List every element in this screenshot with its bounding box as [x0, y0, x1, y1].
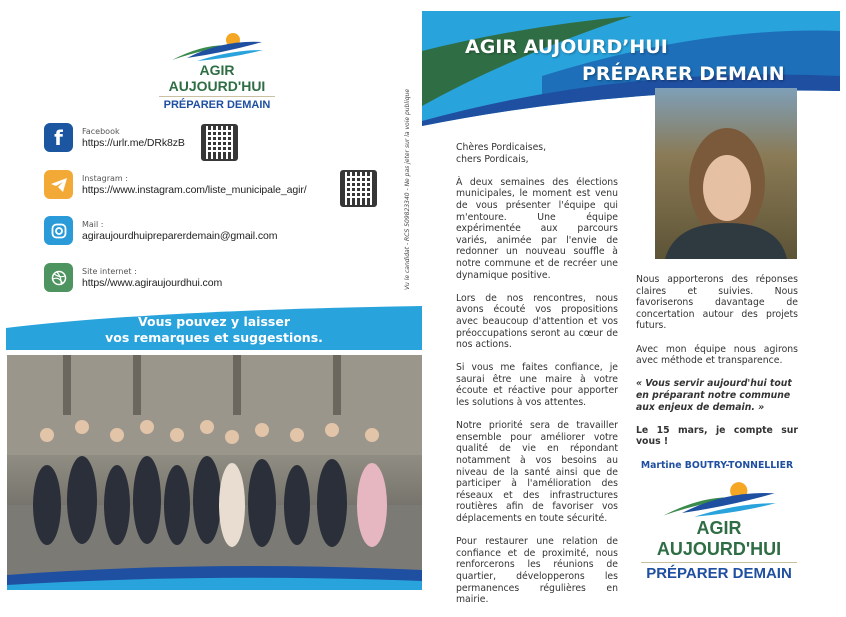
letter-quote: « Vous servir aujourd'hui tout en préparant notre commune aux enjeux de demain. »	[636, 378, 792, 413]
contact-instagram	[44, 170, 307, 199]
telegram-icon	[44, 170, 73, 199]
contact-label: Site internet :	[82, 266, 137, 276]
letter-column-2	[636, 274, 798, 471]
greeting-1: Chères Pordicaises,	[456, 142, 547, 153]
logo-line2: PRÉPARER DEMAIN	[646, 565, 792, 582]
logo-divider	[159, 96, 275, 97]
legal-mention: Vu le candidat - RCS 509823340 - Ne pas jeter sur la voie publique	[404, 88, 411, 290]
dribbble-icon	[44, 263, 73, 292]
contact-value[interactable]: https://urlr.me/DRk8zB	[82, 136, 185, 149]
suggestions-line2: vos remarques et suggestions.	[105, 330, 323, 345]
letter-paragraph: Si vous me faites confiance, je saurai être une maire à votre écoute et réactive pour apporter les solutions à vos attentes.	[456, 362, 618, 409]
contact-value[interactable]: https//www.agiraujourdhui.com	[82, 276, 223, 289]
letter-paragraph: Avec mon équipe nous agirons avec méthode et transparence.	[636, 343, 798, 367]
letter-column-1	[456, 142, 618, 617]
contact-value[interactable]: https://www.instagram.com/liste_municipale_agir/	[82, 183, 307, 196]
qr-code-instagram	[340, 170, 377, 207]
signature: Martine BOUTRY-TONNELLIER	[640, 459, 794, 471]
logo-waves-icon	[167, 28, 267, 62]
letter-paragraph: Nous apporterons des réponses claires et suivies. Nous favoriserons davantage de concertation autour des projets futurs.	[636, 274, 798, 332]
letter-paragraph: Lors de nos rencontres, nous avons écouté vos propositions avec beaucoup d'attention et vos préoccupations seront au cœur de nos actions.	[456, 292, 618, 351]
contact-label: Instagram :	[82, 173, 128, 183]
contact-website	[44, 263, 222, 292]
logo-divider	[641, 562, 797, 563]
qr-code-facebook	[201, 124, 238, 161]
logo-line1: AGIR AUJOURD'HUI	[168, 62, 266, 94]
candidate-portrait	[655, 88, 797, 259]
letter-paragraph: À deux semaines des élections municipales, le moment est venu de vous présenter l'équipe qui m'entoure. Une équipe expérimentée aux parcours variés, animée par l'envie de redonner un nouveau souffle à notre commune et de recréer une dynamique positive.	[456, 176, 618, 281]
letter-paragraph: Pour restaurer une relation de confiance et de proximité, nous renforcerons les réunions de quartier, développerons les permanences régulières en mairie.	[456, 536, 618, 606]
letter-call: Le 15 mars, je compte sur vous !	[636, 424, 798, 448]
contact-facebook	[44, 123, 185, 152]
logo-bottom-right	[635, 472, 803, 582]
team-photo-image	[7, 355, 422, 590]
facebook-icon: f	[44, 123, 73, 152]
instagram-icon	[44, 216, 73, 245]
contact-label: Facebook	[82, 126, 120, 136]
header-line2: PRÉPARER DEMAIN	[582, 63, 785, 85]
contact-mail	[44, 216, 277, 245]
logo-line2: PRÉPARER DEMAIN	[163, 99, 271, 111]
contact-value[interactable]: agiraujourdhuipreparerdemain@gmail.com	[82, 229, 278, 242]
suggestions-line1: Vous pouvez y laisser	[138, 314, 290, 329]
letter-paragraph: Notre priorité sera de travailler ensemble pour améliorer votre qualité de vie en répondant notamment à vos besoins au niveau de la santé ainsi que de participer à l'amélioration des réseaux et des infrastructures routières afin de favoriser vos déplacements en toute sécurité.	[456, 420, 618, 524]
greeting-2: chers Pordicais,	[456, 153, 529, 165]
candidate-portrait-image	[655, 88, 797, 259]
suggestions-banner	[6, 306, 422, 350]
logo-line1: AGIR AUJOURD'HUI	[656, 518, 782, 559]
team-photo	[7, 355, 422, 590]
logo-waves-icon	[654, 476, 784, 518]
logo-top-left	[153, 28, 281, 111]
contact-label: Mail :	[82, 219, 104, 229]
header-line1: AGIR AUJOURD’HUI	[465, 36, 668, 58]
